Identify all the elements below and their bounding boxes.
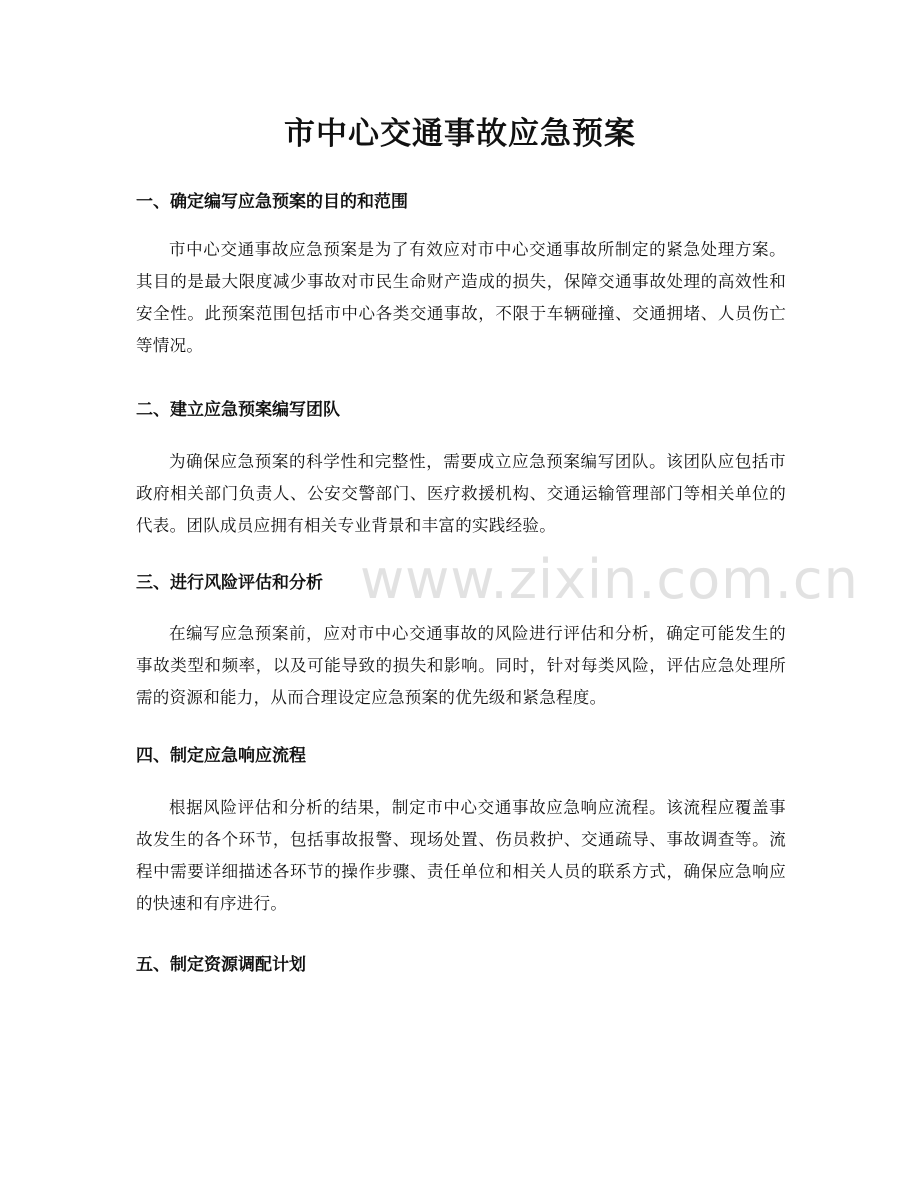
section-4-heading: 四、制定应急响应流程 bbox=[136, 746, 306, 766]
section-3-paragraph: 在编写应急预案前，应对市中心交通事故的风险进行评估和分析，确定可能发生的事故类型和频率，以及可能导致的损失和影响。同时，针对每类风险，评估应急处理所需的资源和能力，从而合理设定应急预案的优先级和紧急程度。 bbox=[136, 624, 786, 707]
watermark: www.zixin.com.cn bbox=[360, 548, 859, 611]
section-2-paragraph: 为确保应急预案的科学性和完整性，需要成立应急预案编写团队。该团队应包括市政府相关部门负责人、公安交警部门、医疗救援机构、交通运输管理部门等相关单位的代表。团队成员应拥有相关专业背景和丰富的实践经验。 bbox=[136, 452, 786, 535]
section-4-paragraph: 根据风险评估和分析的结果，制定市中心交通事故应急响应流程。该流程应覆盖事故发生的各个环节，包括事故报警、现场处置、伤员救护、交通疏导、事故调查等。流程中需要详细描述各环节的操作步骤、责任单位和相关人员的联系方式，确保应急响应的快速和有序进行。 bbox=[136, 798, 786, 913]
section-1-heading: 一、确定编写应急预案的目的和范围 bbox=[136, 192, 408, 212]
section-2-heading: 二、建立应急预案编写团队 bbox=[136, 400, 340, 420]
section-5-heading: 五、制定资源调配计划 bbox=[136, 955, 306, 975]
document-title: 市中心交通事故应急预案 bbox=[284, 116, 636, 152]
section-1-paragraph: 市中心交通事故应急预案是为了有效应对市中心交通事故所制定的紧急处理方案。其目的是最大限度减少事故对市民生命财产造成的损失，保障交通事故处理的高效性和安全性。此预案范围包括市中心各类交通事故，不限于车辆碰撞、交通拥堵、人员伤亡等情况。 bbox=[136, 240, 786, 355]
section-3-heading: 三、进行风险评估和分析 bbox=[136, 573, 323, 593]
